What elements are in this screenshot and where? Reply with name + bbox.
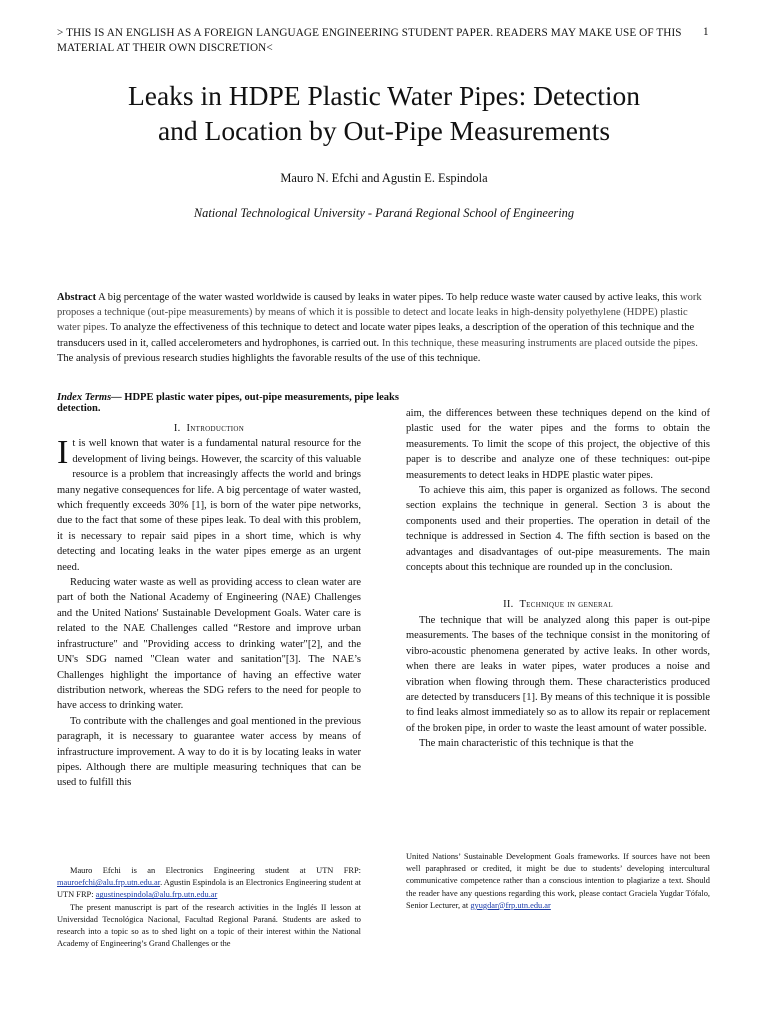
email-link-yugdar[interactable]: gyugdar@frp.utn.edu.ar bbox=[470, 900, 551, 910]
page-number: 1 bbox=[703, 26, 709, 38]
footnote-text: Mauro Efchi is an Electronics Engineering student at UTN FRP: bbox=[70, 866, 361, 875]
abstract-label: Abstract bbox=[57, 292, 97, 303]
intro-paragraph-4: aim, the differences between these techniques depend on the kind of plastic used for the water pipes and the forms to obtain the measurements. To limit the scope of this project, the objective of this paper is to describe and analyze one of these techniques: out-pipe measurements to detect leaks in HDPE plastic water pipes. bbox=[406, 408, 710, 481]
footnote-authors bbox=[57, 865, 361, 902]
index-terms-list: HDPE plastic water pipes, out-pipe measurements, pipe leaks detection. bbox=[57, 392, 399, 414]
paper-title bbox=[40, 78, 728, 148]
index-terms-dash: — bbox=[111, 392, 125, 403]
email-link-efchi[interactable]: mauroefchi@alu.frp.utn.edu.ar bbox=[57, 878, 161, 888]
intro-paragraph-3: To contribute with the challenges and goal mentioned in the previous paragraph, it is necessary to guarantee water access by means of infrastructure improvement. A way to do it is by locating leaks in water pipes. Although there are multiple measuring techniques that can be used to fulfill this bbox=[57, 715, 361, 789]
technique-paragraph-2: The main characteristic of this technique is that the bbox=[419, 738, 634, 750]
section-numeral: II. bbox=[503, 599, 514, 611]
section-heading-technique bbox=[406, 597, 710, 612]
index-terms-label: Index Terms bbox=[57, 392, 112, 403]
section-heading-introduction bbox=[57, 421, 361, 436]
index-terms bbox=[57, 392, 417, 414]
paragraph-text: t is well known that water is a fundamental natural resource for the development of living beings. However, the scarcity of this valuable resource is a problem that increasingly affects the world and brings many negative consequences for life. A big percentage of water wasted, which frequently exceeds 30% [1], is born of the water pipe networks, due to the fact that some of these pipes leak. To deal with this problem, it is necessary to repair said pipes in a short time, which is why detecting and locating leaks in the water pipes emerge as an urgent need. bbox=[57, 438, 361, 573]
left-column bbox=[57, 421, 361, 791]
abstract-text-1: A big percentage of the water wasted worldwide is caused by leaks in water pipes. To help reduce waste water caused by active leaks, this bbox=[96, 292, 681, 303]
section-title: Technique in general bbox=[519, 599, 613, 611]
right-column bbox=[406, 406, 710, 752]
footnote-text: United Nations’ Sustainable Development Goals frameworks. If sources have not been well paraphrased or credited, it might be due to students’ developing intercultural communicative competence rather than a conscious intention to plagiarize a text. Should the reader have any questions regarding this work, please contact Graciela Yugdar Tófalo, Senior Lecturer, at bbox=[406, 852, 710, 910]
abstract-text-4: In this technique, these measuring instruments are placed outside the pipes. bbox=[381, 337, 698, 349]
intro-paragraph-5: To achieve this aim, this paper is organized as follows. The second section explains the technique in general. Section 3 is about the components used and their properties. The operation in detail of the technique is addressed in Section 4. The fifth section is based on the advantages and disadvantages of out-pipe measurements. The main concepts about this technique are rounded up in the conclusion. bbox=[406, 485, 710, 574]
intro-paragraph-1 bbox=[57, 436, 361, 575]
abstract-text-3: To analyze the effectiveness of this technique to detect and locate water pipes leaks, a description of the operation of this technique and the transducers used in it, called accelerometers and hydrophones, is carried out. bbox=[57, 322, 695, 349]
drop-cap: I bbox=[57, 434, 69, 472]
intro-paragraph-2: Reducing water waste as well as providing access to clean water are part of both the National Academy of Engineering (NAE) Challenges and the United Nations' Sustainable Development Goals. Water care is related to the NAE Challenges called “Restore and improve urban infrastructure" and "Providing access to drinking water"[2], and the UN's SDG named "Clean water and sanitation"[3]. The NAE’s Challenges highlight the importance of having an effective water distribution network, whereas the SDG refers to the need for people to have access to drinking water. bbox=[57, 577, 361, 712]
footnote-text: . Agustin Espindola is an Electronics Engineering student at UTN FRP: bbox=[57, 878, 361, 900]
authors: Mauro N. Efchi and Agustin E. Espindola bbox=[280, 171, 488, 185]
abstract-text-2: work proposes a technique (out-pipe measurements) by means of which it is possible to detect and locate leaks in high-density polyethylene (HDPE) plastic water pipes. bbox=[57, 292, 702, 334]
footnote-continued bbox=[406, 851, 710, 912]
running-header: > THIS IS AN ENGLISH AS A FOREIGN LANGUAGE ENGINEERING STUDENT PAPER. READERS MAY MAKE USE OF THIS MATERIAL AT THEIR OWN DISCRETION< bbox=[57, 27, 682, 54]
email-link-espindola[interactable]: agustinespindola@alu.frp.utn.edu.ar bbox=[95, 890, 218, 900]
title-line-2: and Location by Out-Pipe Measurements bbox=[157, 115, 611, 146]
abstract-text-5: The analysis of previous research studies highlights the favorable results of the use of this technique. bbox=[57, 352, 481, 364]
footnote-left bbox=[57, 865, 361, 950]
affiliation: National Technological University - Paraná Regional School of Engineering bbox=[193, 206, 575, 220]
abstract bbox=[57, 290, 711, 366]
footnote-right bbox=[406, 851, 710, 912]
section-title: Introduction bbox=[186, 423, 245, 434]
footnote-manuscript: The present manuscript is part of the research activities in the Inglés II lesson at Universidad Tecnológica Nacional, Facultad Regional Paraná. Students are asked to research into a topic so as to shed light on a topic of their interest within the National Academy of Engineering’s Grand Challenges or the bbox=[57, 902, 361, 949]
section-numeral: I. bbox=[173, 423, 181, 434]
title-line-1: Leaks in HDPE Plastic Water Pipes: Detection bbox=[127, 80, 641, 111]
technique-paragraph-1: The technique that will be analyzed along this paper is out-pipe measurements. The bases of the technique consist in the monitoring of vibro-acoustic phenomena generated by active leaks. In other words, when there are leaks in water pipes, water produces a noise and vibration when flowing through them. These characteristics produced are detected by transducers [1]. By means of this technique it is possible to find leaks almost immediately so as to allow its repair or replacement of the broken pipe, in order to waste the least amount of water possible. bbox=[406, 614, 710, 734]
